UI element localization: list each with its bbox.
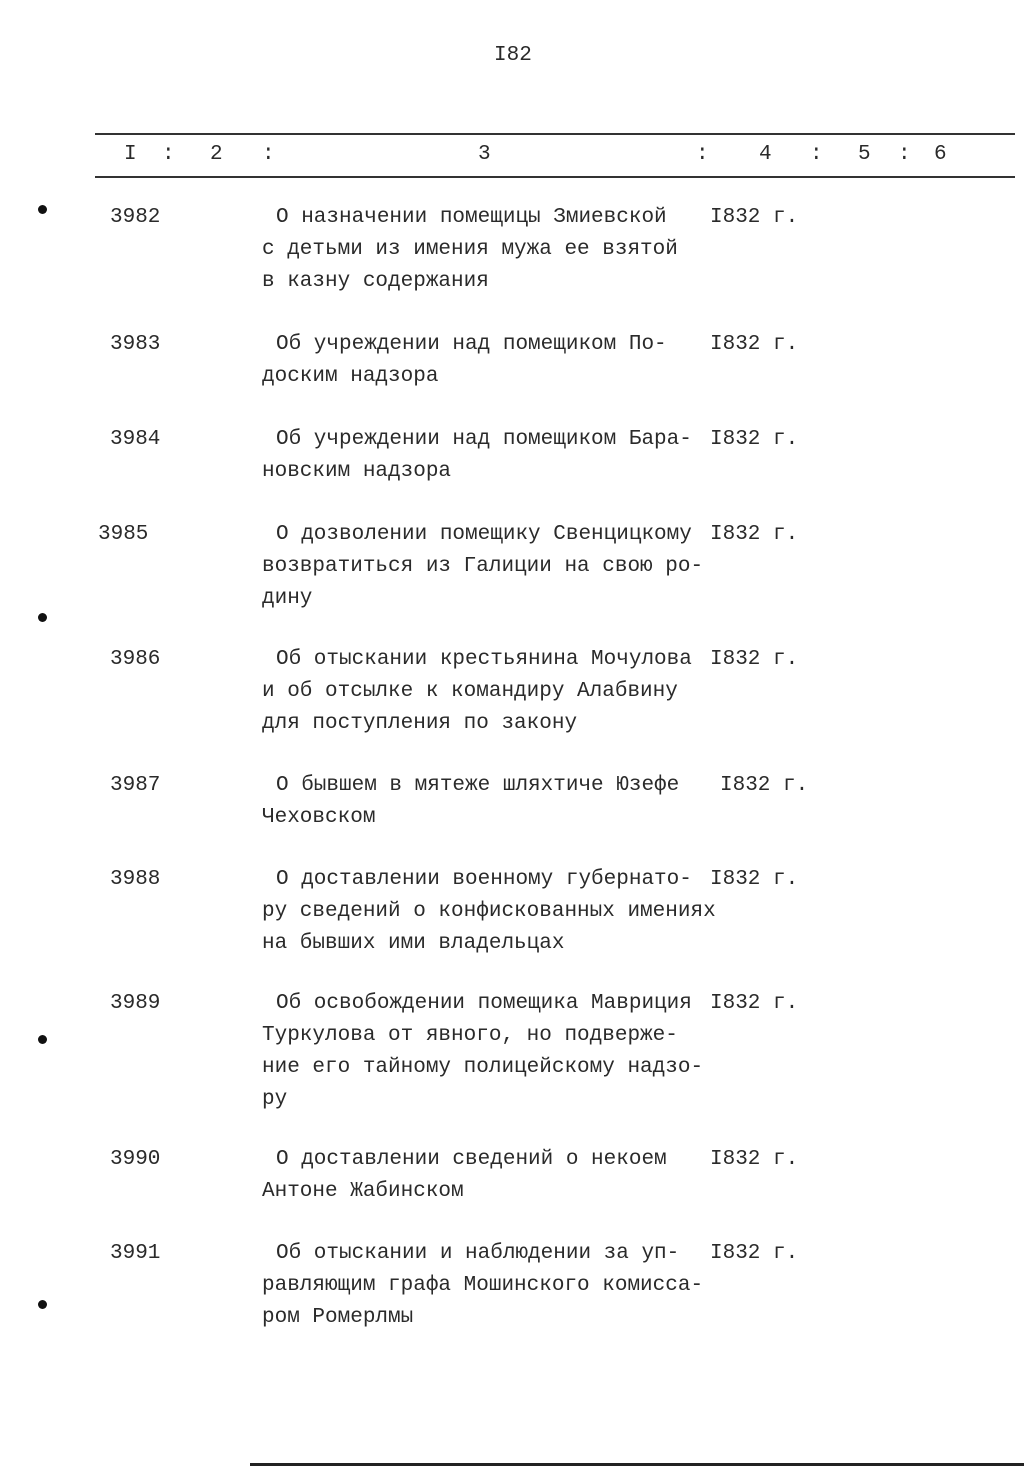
entry-number: 3988 bbox=[110, 868, 161, 891]
entry-number: 3990 bbox=[110, 1148, 161, 1171]
entry-year: I832 г. bbox=[710, 206, 799, 229]
header-bottom-rule bbox=[95, 176, 1015, 178]
header-col-3: 3 bbox=[478, 143, 491, 166]
entry-title-line: Чеховском bbox=[262, 806, 376, 829]
entry-title-line: равляющим графа Мошинского комисса- bbox=[262, 1274, 704, 1297]
entry-title-line: и об отсылке к командиру Алабвину bbox=[262, 680, 678, 703]
entry-title-line: возвратиться из Галиции на свою ро- bbox=[262, 555, 704, 578]
entry-title-line: О доставлении сведений о некоем bbox=[276, 1148, 667, 1171]
punch-hole-mark bbox=[38, 205, 47, 214]
entry-title-line: дину bbox=[262, 587, 313, 610]
entry-year: I832 г. bbox=[710, 333, 799, 356]
entry-number: 3986 bbox=[110, 648, 161, 671]
entry-number: 3987 bbox=[110, 774, 161, 797]
entry-number: 3985 bbox=[98, 523, 149, 546]
header-top-rule bbox=[95, 133, 1015, 135]
entry-title-line: Об освобождении помещика Мавриция bbox=[276, 992, 692, 1015]
entry-title-line: О дозволении помещику Свенцицкому bbox=[276, 523, 692, 546]
header-sep: : bbox=[898, 143, 911, 166]
entry-title-line: Туркулова от явного, но подверже- bbox=[262, 1024, 678, 1047]
header-sep: : bbox=[696, 143, 709, 166]
entry-year: I832 г. bbox=[710, 428, 799, 451]
entry-title-line: ру bbox=[262, 1088, 288, 1111]
entry-year: I832 г. bbox=[720, 774, 809, 797]
entry-year: I832 г. bbox=[710, 868, 799, 891]
entry-title-line: на бывших ими владельцах bbox=[262, 932, 565, 955]
page-bottom-edge bbox=[250, 1463, 1024, 1466]
entry-title-line: доским надзора bbox=[262, 365, 439, 388]
entry-year: I832 г. bbox=[710, 648, 799, 671]
header-col-1: I bbox=[124, 143, 137, 166]
entry-title-line: в казну содержания bbox=[262, 270, 489, 293]
entry-title-line: ром Ромерлмы bbox=[262, 1306, 414, 1329]
header-sep: : bbox=[810, 143, 823, 166]
header-col-4: 4 bbox=[759, 143, 772, 166]
entry-title-line: ру сведений о конфискованных имениях bbox=[262, 900, 716, 923]
entry-year: I832 г. bbox=[710, 1148, 799, 1171]
entry-year: I832 г. bbox=[710, 992, 799, 1015]
entry-number: 3983 bbox=[110, 333, 161, 356]
header-col-2: 2 bbox=[210, 143, 223, 166]
punch-hole-mark bbox=[38, 1035, 47, 1044]
entry-number: 3984 bbox=[110, 428, 161, 451]
entry-title-line: О назначении помещицы Змиевской bbox=[276, 206, 667, 229]
entry-number: 3982 bbox=[110, 206, 161, 229]
page-number: I82 bbox=[494, 44, 532, 67]
entry-title-line: О доставлении военному губернато- bbox=[276, 868, 692, 891]
entry-title-line: Об отыскании и наблюдении за уп- bbox=[276, 1242, 680, 1265]
header-col-5: 5 bbox=[858, 143, 871, 166]
entry-title-line: Об учреждении над помещиком По- bbox=[276, 333, 667, 356]
entry-title-line: Антоне Жабинском bbox=[262, 1180, 464, 1203]
header-col-6: 6 bbox=[934, 143, 947, 166]
entry-year: I832 г. bbox=[710, 523, 799, 546]
punch-hole-mark bbox=[38, 1300, 47, 1309]
entry-title-line: Об отыскании крестьянина Мочулова bbox=[276, 648, 692, 671]
entry-title-line: ние его тайному полицейскому надзо- bbox=[262, 1056, 704, 1079]
header-sep: : bbox=[262, 143, 275, 166]
entry-number: 3989 bbox=[110, 992, 161, 1015]
entry-title-line: новским надзора bbox=[262, 460, 452, 483]
entry-title-line: для поступления по закону bbox=[262, 712, 578, 735]
punch-hole-mark bbox=[38, 613, 47, 622]
entry-title-line: Об учреждении над помещиком Бара- bbox=[276, 428, 692, 451]
entry-title-line: с детьми из имения мужа ее взятой bbox=[262, 238, 678, 261]
entry-number: 3991 bbox=[110, 1242, 161, 1265]
header-sep: : bbox=[162, 143, 175, 166]
entry-title-line: О бывшем в мятеже шляхтиче Юзефе bbox=[276, 774, 680, 797]
entry-year: I832 г. bbox=[710, 1242, 799, 1265]
